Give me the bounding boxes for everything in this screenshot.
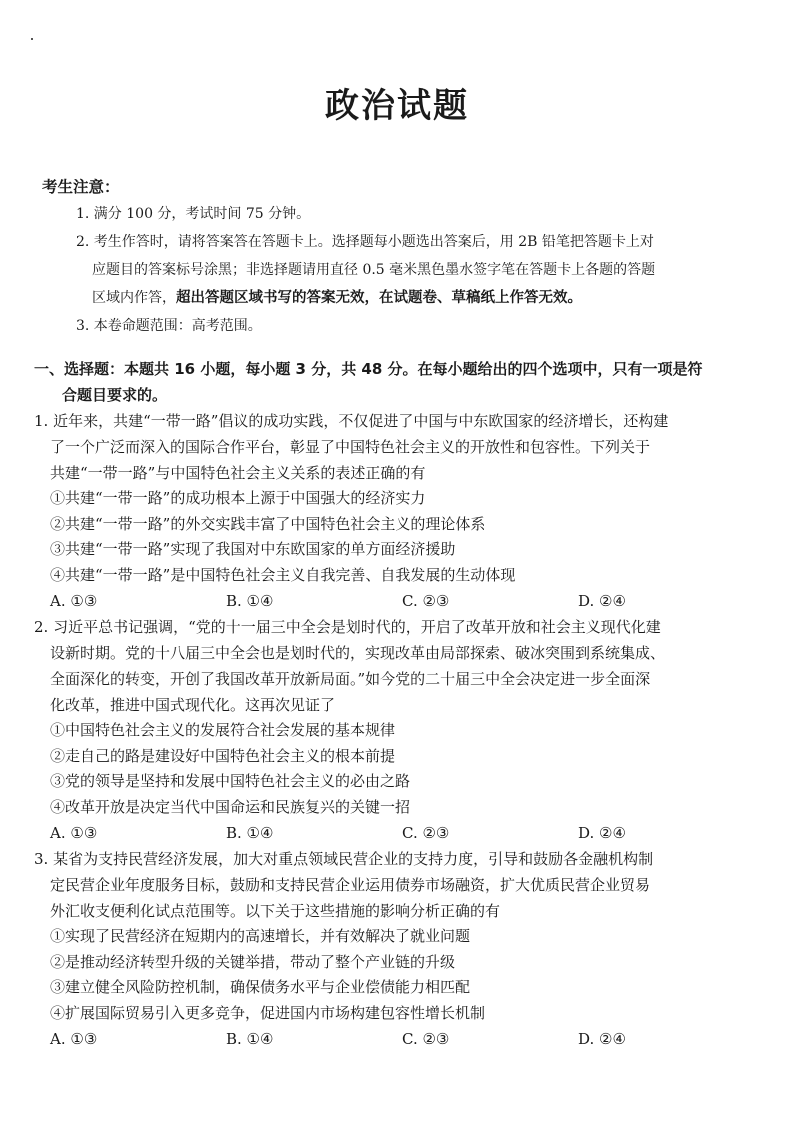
option-b: B. ①④: [226, 1030, 274, 1048]
option-a: A. ①③: [50, 824, 98, 842]
options-row: [34, 588, 770, 614]
statement: ④扩展国际贸易引入更多竞争，促进国内市场构建包容性增长机制: [50, 1003, 486, 1022]
statement: ②共建“一带一路”的外交实践丰富了中国特色社会主义的理论体系: [50, 514, 486, 533]
option-d: D. ②④: [578, 592, 626, 610]
stem-line: 化改革，推进中国式现代化。这再次见证了: [50, 696, 336, 714]
question-2: [34, 614, 770, 846]
statement: ①共建“一带一路”的成功根本上源于中国强大的经济实力: [50, 489, 426, 507]
notice-line: 1. 满分 100 分，考试时间 75 分钟。: [76, 206, 311, 222]
notice-line: 应题目的答案标号涂黑；非选择题请用直径 0.5 毫米黑色墨水签字笔在答题卡上各题的答题: [92, 262, 656, 278]
statement: ②是推动经济转型升级的关键举措，带动了整个产业链的升级: [50, 952, 456, 971]
statement: ③共建“一带一路”实现了我国对中东欧国家的单方面经济援助: [50, 540, 456, 558]
statement: ②走自己的路是建设好中国特色社会主义的根本前提: [50, 746, 396, 765]
stem-line: 共建“一带一路”与中国特色社会主义关系的表述正确的有: [50, 464, 426, 482]
option-b: B. ①④: [226, 824, 274, 842]
statement: ④共建“一带一路”是中国特色社会主义自我完善、自我发展的生动体现: [50, 565, 516, 584]
stem-line: 1. 近年来，共建“一带一路”倡议的成功实践，不仅促进了中国与中东欧国家的经济增长，还构建: [34, 412, 669, 430]
option-d: D. ②④: [578, 824, 626, 842]
option-b: B. ①④: [226, 592, 274, 610]
statement: ①中国特色社会主义的发展符合社会发展的基本规律: [50, 721, 396, 739]
stem-line: 3. 某省为支持民营经济发展，加大对重点领域民营企业的支持力度，引导和鼓励各金融机构制: [34, 850, 654, 868]
question-stem: [34, 408, 770, 486]
option-c: C. ②③: [402, 824, 450, 842]
questions-list: [34, 408, 770, 1052]
option-a: A. ①③: [50, 1030, 98, 1048]
stem-line: 定民营企业年度服务目标，鼓励和支持民营企业运用债券市场融资，扩大优质民营企业贸易: [50, 876, 651, 894]
options-row: [34, 820, 770, 846]
option-c: C. ②③: [402, 1030, 450, 1048]
question-stem: [34, 846, 770, 924]
stem-line: 设新时期。党的十八届三中全会也是划时代的，实现改革由局部探索、破冰突围到系统集成、: [50, 644, 666, 662]
notice-heading: 考生注意：: [42, 178, 120, 196]
notice-emphasis: 超出答题区域书写的答案无效，在试题卷、草稿纸上作答无效。: [176, 290, 582, 306]
option-d: D. ②④: [578, 1030, 626, 1048]
question-1: [34, 408, 770, 614]
statement: ①实现了民营经济在短期内的高速增长，并有效解决了就业问题: [50, 927, 471, 945]
question-stem: [34, 614, 770, 718]
option-c: C. ②③: [402, 592, 450, 610]
stem-line: 全面深化的转变，开创了我国改革开放新局面。”如今党的二十届三中全会决定进一步全面深: [50, 670, 651, 688]
stem-line: 2. 习近平总书记强调，“党的十一届三中全会是划时代的，开启了改革开放和社会主义现代化建: [34, 618, 661, 636]
notice-item-2: [42, 228, 762, 312]
notice-item-1: [42, 200, 762, 228]
statement: ③党的领导是坚持和发展中国特色社会主义的必由之路: [50, 772, 411, 790]
notice-block: [42, 174, 762, 340]
statement: ③建立健全风险防控机制，确保债务水平与企业偿债能力相匹配: [50, 978, 471, 996]
section-heading-line2: 合题目要求的。: [62, 386, 168, 404]
stem-line: 了一个广泛而深入的国际合作平台，彰显了中国特色社会主义的开放性和包容性。下列关于: [50, 438, 651, 456]
notice-item-3: [42, 312, 762, 340]
statement: ④改革开放是决定当代中国命运和民族复兴的关键一招: [50, 797, 411, 816]
notice-line: 3. 本卷命题范围：高考范围。: [76, 318, 262, 334]
options-row: [34, 1026, 770, 1052]
page-title: 政治试题: [325, 86, 469, 126]
notice-prefix: 区域内作答，: [92, 290, 176, 306]
option-a: A. ①③: [50, 592, 98, 610]
scan-speck: [31, 38, 33, 40]
stem-line: 外汇收支便利化试点范围等。以下关于这些措施的影响分析正确的有: [50, 902, 501, 920]
section-heading: [34, 356, 770, 408]
section-heading-line1: 一、选择题：本题共 16 小题，每小题 3 分，共 48 分。在每小题给出的四个选项中，只有一项是符: [34, 360, 703, 378]
notice-line-last: [76, 284, 762, 312]
question-3: [34, 846, 770, 1052]
notice-line: 2. 考生作答时，请将答案答在答题卡上。选择题每小题选出答案后，用 2B 铅笔把答题卡上对: [76, 234, 654, 250]
